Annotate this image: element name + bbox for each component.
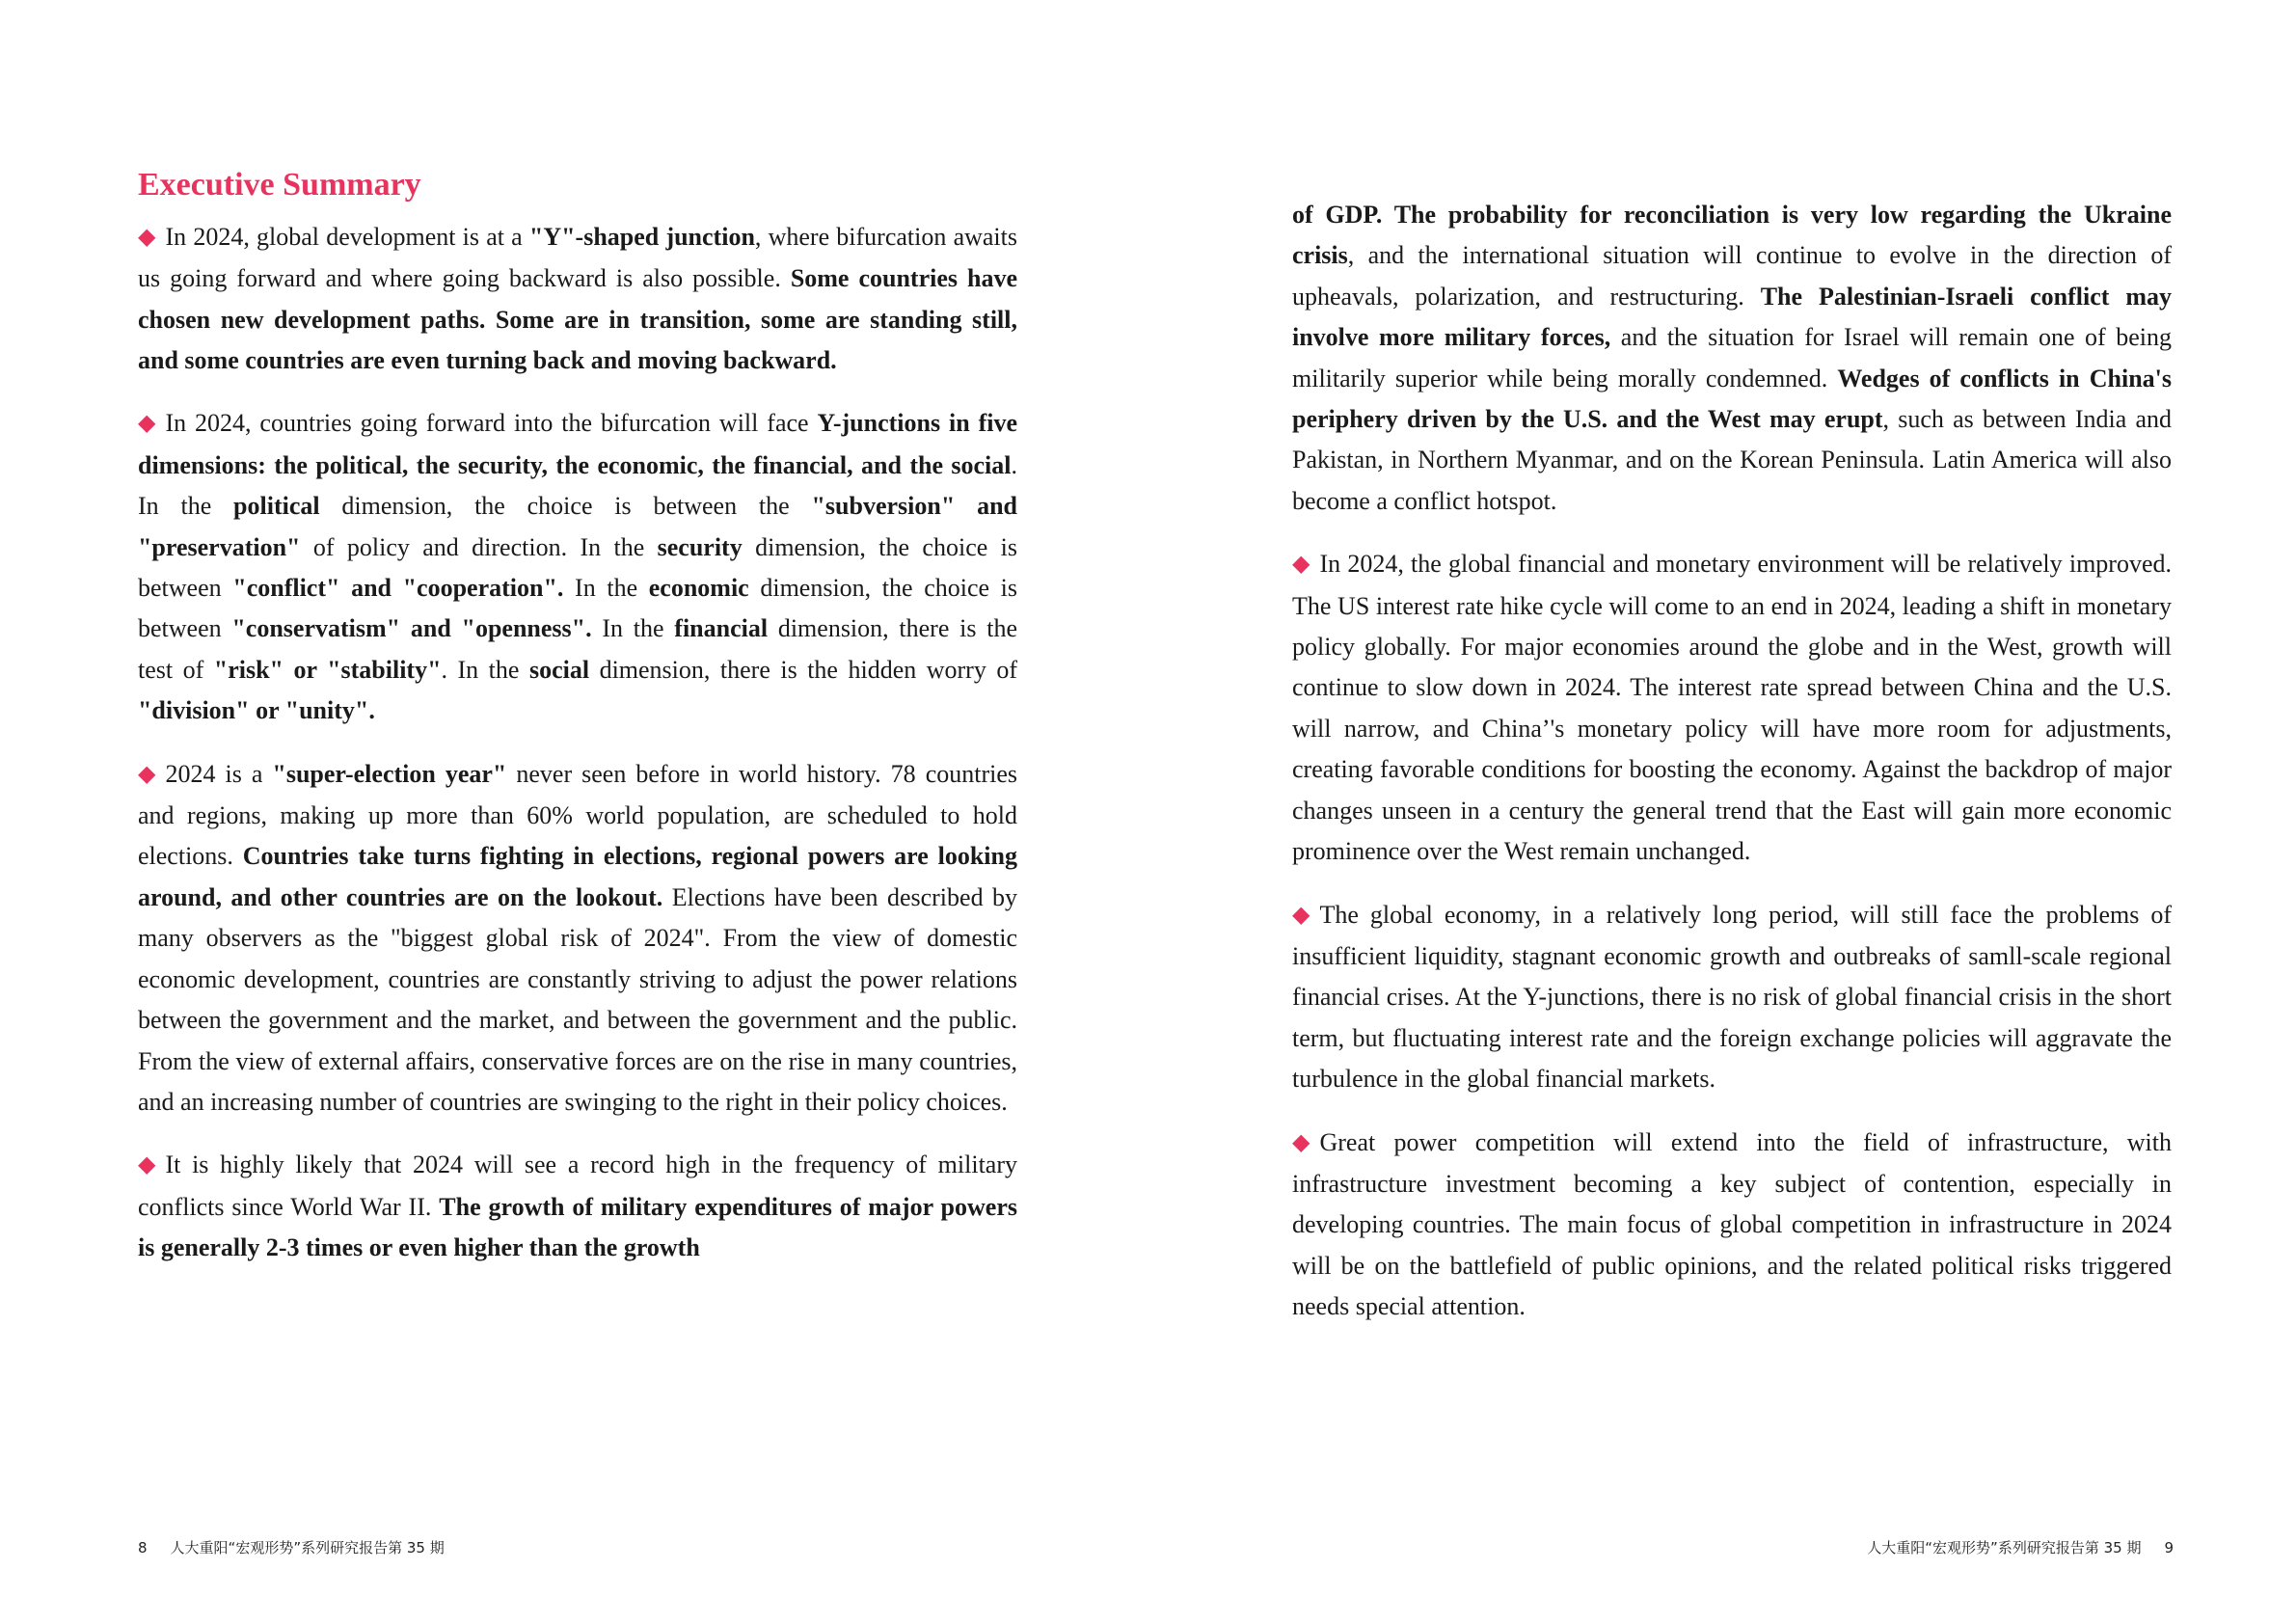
paragraph-global-economy: ◆ The global economy, in a relatively long period, will still face the problems of insufficient liquidity, stagnant economic growth and outbreaks of samll-scale regional financial crises. At the Y-junctions, there is no risk of global financial crisis in the short term, but fluctuating interest rate and the foreign exchange policies will aggravate the turbulence in the global financial markets. bbox=[1292, 895, 2172, 1100]
diamond-bullet-icon: ◆ bbox=[1292, 902, 1310, 928]
footer-right bbox=[1867, 1537, 2174, 1557]
paragraph-y-junction: ◆ In 2024, global development is at a "Y"-shaped junction, where bifurcation awaits us going forward and where going backward is also possible. Some countries have chosen new development paths. Some are in transition, some are standing still, and some countries are even turning back and moving backward. bbox=[138, 217, 1017, 382]
footer-left bbox=[138, 1537, 445, 1557]
diamond-bullet-icon: ◆ bbox=[138, 411, 156, 437]
paragraph-financial-environment: ◆ In 2024, the global financial and monetary environment will be relatively improved. The US interest rate hike cycle will come to an end in 2024, leading a shift in monetary policy globally. For major economies around the globe and in the West, growth will continue to slow down in 2024. The interest rate spread between China and the U.S. will narrow, and China’'s monetary policy will have more room for adjustments, creating favorable conditions for boosting the economy. Against the backdrop of major changes unseen in a century the general trend that the East will gain more economic prominence over the West remain unchanged. bbox=[1292, 544, 2172, 872]
diamond-bullet-icon: ◆ bbox=[138, 224, 156, 250]
diamond-bullet-icon: ◆ bbox=[1292, 1129, 1310, 1155]
left-column bbox=[138, 166, 1017, 1291]
diamond-bullet-icon: ◆ bbox=[138, 761, 156, 787]
diamond-bullet-icon: ◆ bbox=[1292, 552, 1310, 578]
paragraph-infrastructure: ◆ Great power competition will extend into the field of infrastructure, with infrastructure investment becoming a key subject of contention, especially in developing countries. The main focus of global competition in infrastructure in 2024 will be on the battlefield of public opinions, and the related political risks triggered needs special attention. bbox=[1292, 1123, 2172, 1328]
page-number: 8 bbox=[138, 1539, 148, 1556]
footer-series-title: 人大重阳“宏观形势”系列研究报告第 35 期 bbox=[1867, 1539, 2142, 1556]
right-page bbox=[1148, 0, 2296, 1624]
diamond-bullet-icon: ◆ bbox=[138, 1152, 156, 1178]
page-title: Executive Summary bbox=[138, 167, 421, 203]
paragraph-military-continued: of GDP. The probability for reconciliation is very low regarding the Ukraine crisis, and the international situation will continue to evolve in the direction of upheavals, polarization, and restructuring. The Palestinian-Israeli conflict may involve more military forces, and the situation for Israel will remain one of being militarily superior while being morally condemned. Wedges of conflicts in China's periphery driven by the U.S. and the West may erupt, such as between India and Pakistan, in Northern Myanmar, and on the Korean Peninsula. Latin America will also become a conflict hotspot. bbox=[1292, 201, 2173, 515]
paragraph-super-election: ◆ 2024 is a "super-election year" never seen before in world history. 78 countries and regions, making up more than 60% world population, are scheduled to hold elections. Countries take turns fighting in elections, regional powers are looking around, and other countries are on the lookout. Elections have been described by many observers as the "biggest global risk of 2024". From the view of domestic economic development, countries are constantly striving to adjust the power relations between the government and the market, and between the government and the public. From the view of external affairs, conservative forces are on the rise in many countries, and an increasing number of countries are swinging to the right in their policy choices. bbox=[138, 754, 1017, 1123]
right-column bbox=[1292, 195, 2172, 1350]
paragraph-military-conflicts: ◆ It is highly likely that 2024 will see a record high in the frequency of military conflicts since World War II. The growth of military expenditures of major powers is generally 2-3 times or even higher than the growth bbox=[138, 1145, 1017, 1268]
page-number: 9 bbox=[2164, 1539, 2174, 1556]
paragraph-five-dimensions: ◆ In 2024, countries going forward into the bifurcation will face Y-junctions in five dimensions: the political, the security, the economic, the financial, and the social. In the political dimension, the choice is between the "subversion" and "preservation" of policy and direction. In the security dimension, the choice is between "conflict" and "cooperation". In the economic dimension, the choice is between "conservatism" and "openness". In the financial dimension, there is the test of "risk" or "stability". In the social dimension, there is the hidden worry of "division" or "unity". bbox=[138, 403, 1017, 731]
footer-series-title: 人大重阳“宏观形势”系列研究报告第 35 期 bbox=[170, 1539, 445, 1556]
